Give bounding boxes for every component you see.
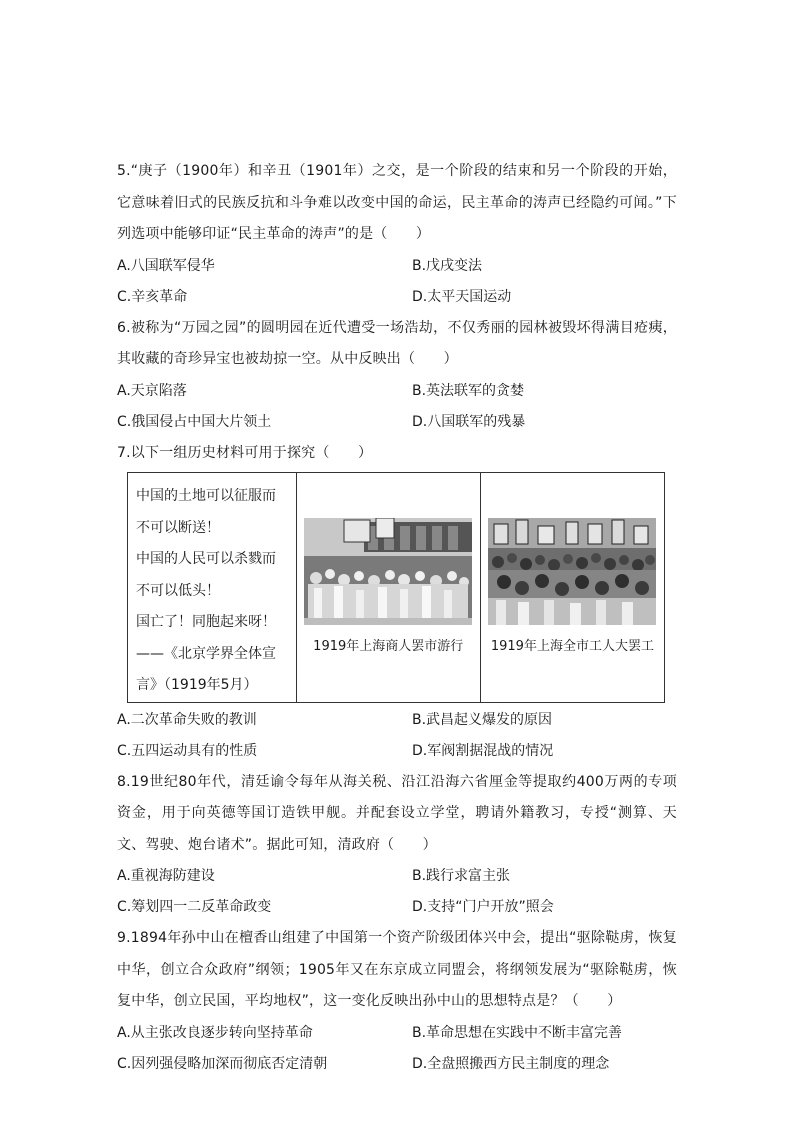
- text-line: 不可以断送！: [136, 519, 220, 536]
- photo-caption: 1919年上海商人罢市游行: [313, 639, 464, 654]
- options-group: [117, 705, 677, 767]
- options-group: [117, 1018, 677, 1080]
- option-c[interactable]: C.五四运动具有的性质: [117, 742, 258, 759]
- photo-caption: 1919年上海全市工人大罢工: [490, 639, 654, 654]
- options-group: [117, 251, 677, 313]
- question-stem: 6.被称为“万园之园”的圆明园在近代遭受一场浩劫，不仅秀丽的园林被毁坏得满目疮痍，其收藏的奇珍异宝也被劫掠一空。从中反映出（ ）: [117, 319, 677, 367]
- option-b[interactable]: B.戊戌变法: [412, 257, 483, 274]
- question-stem: 7.以下一组历史材料可用于探究（ ）: [117, 444, 373, 461]
- text-line: ——《北京学界全体宣: [136, 645, 276, 662]
- option-a[interactable]: A.二次革命失败的教训: [117, 711, 257, 728]
- option-c[interactable]: C.筹划四一二反革命政变: [117, 899, 272, 915]
- option-d[interactable]: D.军阀割据混战的情况: [412, 742, 554, 759]
- option-d[interactable]: D.太平天国运动: [412, 288, 512, 305]
- option-b[interactable]: B.革命思想在实践中不断丰富完善: [412, 1024, 623, 1041]
- question-8: [117, 767, 677, 924]
- option-c[interactable]: C.辛亥革命: [117, 288, 188, 305]
- material-table: [127, 472, 665, 703]
- text-line: 国亡了！同胞起来呀！: [136, 614, 276, 630]
- question-7: [117, 438, 677, 767]
- workers-strike-photo: [488, 518, 656, 625]
- declaration-text: [128, 473, 297, 703]
- options-group: [117, 861, 677, 923]
- option-b[interactable]: B.武昌起义爆发的原因: [412, 711, 553, 728]
- question-stem: 8.19世纪80年代，清廷谕令每年从海关税、沿江沿海六省厘金等提取约400万两的专项资金，用于向英德等国订造铁甲舰。并配套设立学堂，聘请外籍教习，专授“测算、天文、驾驶、炮台诸术”。据此可知，清政府（ ）: [117, 773, 677, 853]
- option-a[interactable]: A.重视海防建设: [117, 868, 215, 884]
- option-d[interactable]: D.支持“门户开放”照会: [412, 899, 554, 915]
- exam-page: [117, 156, 677, 1080]
- option-b[interactable]: B.践行求富主张: [412, 868, 511, 884]
- option-a[interactable]: A.天京陷落: [117, 382, 187, 399]
- text-line: 言》（1919年5月）: [136, 677, 258, 693]
- option-c[interactable]: C.因列强侵略加深而彻底否定清朝: [117, 1055, 328, 1072]
- text-line: 不可以低头！: [136, 582, 220, 599]
- text-line: 中国的土地可以征服而: [136, 488, 276, 504]
- question-5: [117, 156, 677, 313]
- option-d[interactable]: D.全盘照搬西方民主制度的理念: [412, 1055, 610, 1072]
- merchants-strike-photo: [304, 518, 472, 625]
- question-9: [117, 923, 677, 1080]
- option-a[interactable]: A.八国联军侵华: [117, 257, 215, 274]
- text-line: 中国的人民可以杀戮而: [136, 551, 276, 567]
- question-6: [117, 313, 677, 438]
- photo-cell-2: [480, 473, 664, 703]
- photo-cell-1: [296, 473, 480, 703]
- question-stem: 9.1894年孙中山在檀香山组建了中国第一个资产阶级团体兴中会，提出“驱除鞑虏，恢复中华，创立合众政府”纲领；1905年又在东京成立同盟会，将纲领发展为“驱除鞑虏，恢复中华，创立民国，平均地权”，这一变化反映出孙中山的思想特点是？（ ）: [117, 930, 677, 1009]
- option-d[interactable]: D.八国联军的残暴: [412, 413, 526, 430]
- option-a[interactable]: A.从主张改良逐步转向坚持革命: [117, 1024, 313, 1041]
- options-group: [117, 376, 677, 438]
- option-b[interactable]: B.英法联军的贪婪: [412, 382, 525, 399]
- question-stem: 5.“庚子（1900年）和辛丑（1901年）之交，是一个阶段的结束和另一个阶段的开始，它意味着旧式的民族反抗和斗争难以改变中国的命运，民主革命的涛声已经隐约可闻。”下列选项中能够印证“民主革命的涛声”的是（ ）: [117, 163, 677, 242]
- option-c[interactable]: C.俄国侵占中国大片领土: [117, 413, 272, 430]
